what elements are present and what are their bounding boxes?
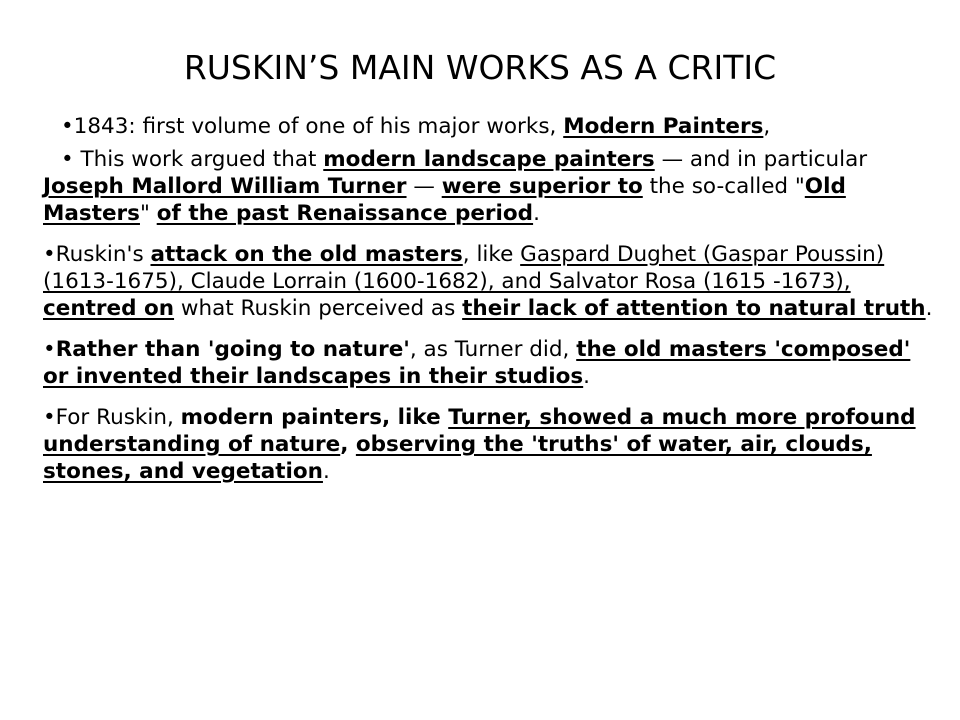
emphasis-renaissance: of the past Renaissance period: [156, 201, 534, 226]
text-span: what Ruskin perceived as: [174, 296, 463, 321]
text-span: — and in particular: [654, 147, 868, 172]
slide-body: [43, 113, 938, 499]
bullet-paragraph-3: [43, 241, 938, 322]
emphasis-composed: the old masters 'composed' or invented their landscapes in their studios: [43, 337, 911, 389]
text-span: •For Ruskin,: [43, 405, 181, 430]
emphasis-superior: were superior to: [441, 174, 643, 199]
emphasis-centred-on: centred on: [43, 296, 175, 321]
painters-list: Gaspard Dughet (Gaspar Poussin)(1613-1675), Claude Lorrain (1600-1682), and Salvator Rosa (1615 -1673),: [43, 242, 885, 294]
bullet-paragraph-1: [43, 113, 938, 140]
text-span: , like: [462, 242, 521, 267]
emphasis-truths: observing the 'truths' of water, air, clouds, stones, and vegetation: [43, 432, 872, 484]
text-span: •1843: first volume of one of his major works,: [61, 114, 564, 139]
emphasis-turner: Joseph Mallord William Turner: [43, 174, 407, 199]
text-span: —: [406, 174, 442, 199]
text-span: ,: [340, 432, 356, 457]
emphasis-attack: attack on the old masters: [150, 242, 463, 267]
bullet-paragraph-5: [43, 404, 938, 485]
text-span: .: [533, 201, 540, 226]
emphasis-modern-painters: modern painters, like: [180, 405, 449, 430]
text-span: .: [925, 296, 933, 321]
bullet-paragraph-4: [43, 336, 938, 390]
text-span: ,: [763, 114, 771, 139]
emphasis-going-to-nature: Rather than 'going to nature': [55, 337, 410, 362]
text-span: , as Turner did,: [409, 337, 577, 362]
text-span: .: [322, 459, 330, 484]
emphasis-modern-landscape-painters: modern landscape painters: [323, 147, 655, 172]
text-span: •: [43, 337, 56, 362]
text-span: the so-called ": [642, 174, 805, 199]
work-title-modern-painters: Modern Painters: [563, 114, 764, 139]
text-span: •Ruskin's: [43, 242, 151, 267]
text-span: • This work argued that: [61, 147, 324, 172]
text-span: [43, 147, 61, 172]
slide-title: RUSKIN’S MAIN WORKS AS A CRITIC: [183, 48, 777, 87]
text-span: ": [139, 201, 157, 226]
emphasis-old-masters: Old Masters: [43, 174, 846, 226]
emphasis-turner-understanding: Turner, showed a much more profound understanding of nature: [43, 405, 916, 457]
text-span: .: [583, 364, 591, 389]
bullet-paragraph-2: [43, 146, 938, 227]
emphasis-natural-truth: their lack of attention to natural truth: [462, 296, 926, 321]
